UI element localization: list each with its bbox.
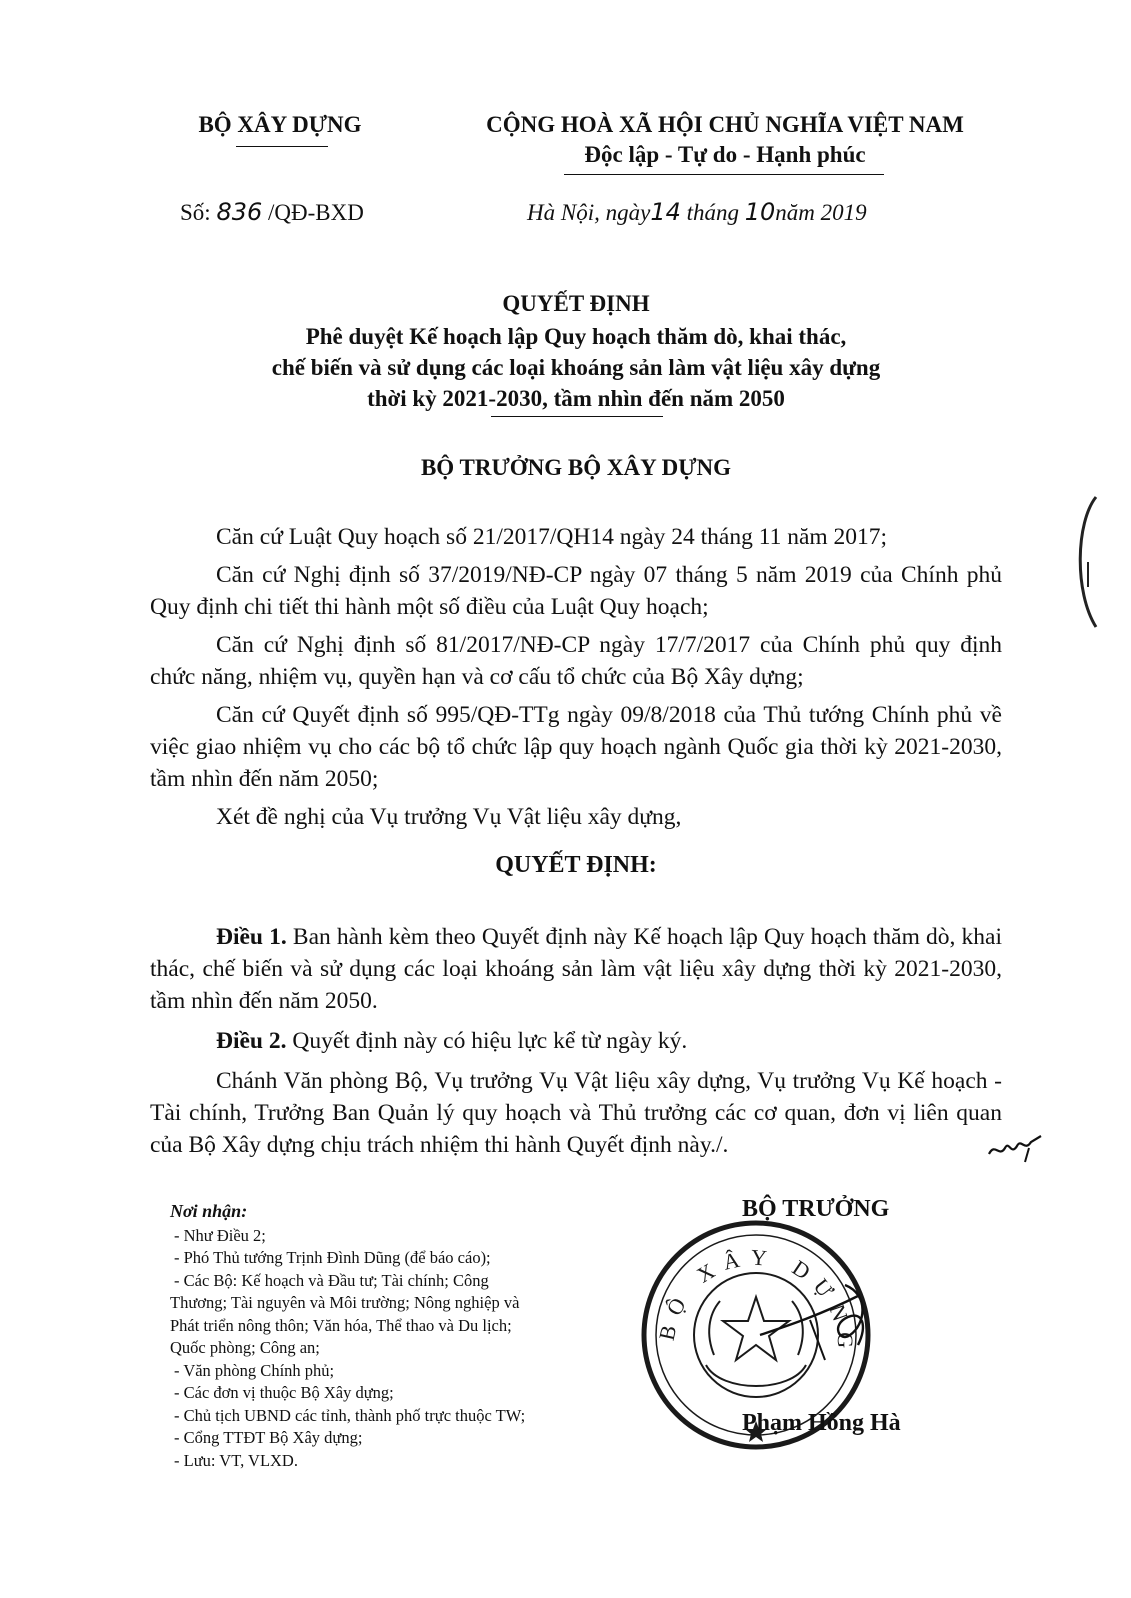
preamble-item: Căn cứ Quyết định số 995/QĐ-TTg ngày 09/8/2018 của Thủ tướng Chính phủ về việc giao nhiệm vụ cho các bộ tổ chức lập quy hoạch ngành Quốc gia thời kỳ 2021-2030, tầm nhìn đến năm 2050; [150,702,1002,792]
issuer-heading: BỘ TRƯỞNG BỘ XÂY DỰNG [420,455,732,480]
preamble [150,521,1002,833]
recipients-heading: Nơi nhận: [170,1201,248,1221]
closing-paragraph: Chánh Văn phòng Bộ, Vụ trưởng Vụ Vật liệu xây dựng, Vụ trưởng Vụ Kế hoạch - Tài chính, Trưởng Ban Quản lý quy hoạch và Thủ trưởng các cơ quan, đơn vị liên quan của Bộ Xây dựng chịu trách nhiệm thi hành Quyết định này./. [150,1068,1002,1158]
national-motto: Độc lập - Tự do - Hạnh phúc [584,142,866,167]
handwritten-month: 10 [744,198,776,226]
initials-scribble [985,1128,1045,1164]
article-2 [150,1025,1002,1057]
title-line-3: thời kỳ 2021-2030, tầm nhìn đến năm 2050 [367,386,785,411]
date-prefix: Hà Nội, ngày [527,200,651,225]
decision-heading: QUYẾT ĐỊNH [502,291,650,316]
date-month-word: tháng [686,200,739,225]
articles [150,921,1002,1161]
handwritten-day: 14 [650,198,681,226]
signer-title: BỘ TRƯỞNG [742,1196,890,1222]
preamble-item: Căn cứ Nghị định số 37/2019/NĐ-CP ngày 07 tháng 5 năm 2019 của Chính phủ Quy định chi tiết thi hành một số điều của Luật Quy hoạch; [150,562,1002,620]
recipient-item: Thương; Tài nguyên và Môi trường; Nông nghiệp và [170,1293,520,1312]
date-year: năm 2019 [775,200,867,225]
recipient-item: - Như Điều 2; [174,1225,266,1245]
preamble-item: Căn cứ Luật Quy hoạch số 21/2017/QH14 ngày 24 tháng 11 năm 2017; [216,524,888,550]
preamble-item: Xét đề nghị của Vụ trưởng Vụ Vật liệu xây dựng, [216,804,682,830]
article-text: Ban hành kèm theo Quyết định này Kế hoạch lập Quy hoạch thăm dò, khai thác, chế biến và sử dụng các loại khoáng sản làm vật liệu xây dựng thời kỳ 2021-2030, tầm nhìn đến năm 2050. [150,924,1002,1014]
recipient-item: Phát triển nông thôn; Văn hóa, Thể thao và Du lịch; [170,1315,512,1335]
recipient-item: - Cổng TTĐT Bộ Xây dựng; [174,1428,363,1447]
motto-underline [564,174,884,175]
number-suffix: /QĐ-BXD [268,200,364,225]
handwritten-number: 836 [216,198,263,226]
preamble-item: Căn cứ Nghị định số 81/2017/NĐ-CP ngày 17/7/2017 của Chính phủ quy định chức năng, nhiệm vụ, quyền hạn và cơ cấu tổ chức của Bộ Xây dựng; [150,632,1002,690]
recipient-item: Quốc phòng; Công an; [170,1338,320,1357]
document-date [527,198,867,226]
recipients-list [170,1200,640,1472]
country-name: CỘNG HOÀ XÃ HỘI CHỦ NGHĨA VIỆT NAM [486,112,964,137]
agency-name: BỘ XÂY DỰNG [198,112,362,137]
recipient-item: - Các Bộ: Kế hoạch và Đầu tư; Tài chính; Công [174,1270,489,1290]
agency-underline [236,146,328,147]
recipient-item: - Các đơn vị thuộc Bộ Xây dựng; [174,1383,394,1402]
title-line-2: chế biến và sử dụng các loại khoáng sản làm vật liệu xây dựng [271,355,881,380]
signer-name: Phạm Hồng Hà [742,1410,901,1436]
article-text: Quyết định này có hiệu lực kể từ ngày ký. [286,1028,688,1054]
scan-artifact-bracket [1066,492,1106,632]
number-prefix: Số: [180,200,211,225]
recipient-item: - Chủ tịch UBND các tỉnh, thành phố trực thuộc TW; [174,1405,526,1425]
seal-text: BỘ XÂY DỰNG [653,1244,859,1359]
article-label: Điều 1. [216,924,287,950]
article-1 [150,921,1002,1017]
title-underline [491,416,663,417]
handwritten-signature [750,1265,890,1375]
article-label: Điều 2. [216,1028,287,1054]
decision-subheading: QUYẾT ĐỊNH: [495,852,657,878]
recipient-item: - Văn phòng Chính phủ; [174,1360,335,1380]
recipient-item: - Lưu: VT, VLXD. [174,1450,298,1470]
title-line-1: Phê duyệt Kế hoạch lập Quy hoạch thăm dò, khai thác, [305,324,847,349]
document-number [180,198,364,226]
recipient-item: - Phó Thủ tướng Trịnh Đình Dũng (để báo cáo); [174,1248,491,1267]
